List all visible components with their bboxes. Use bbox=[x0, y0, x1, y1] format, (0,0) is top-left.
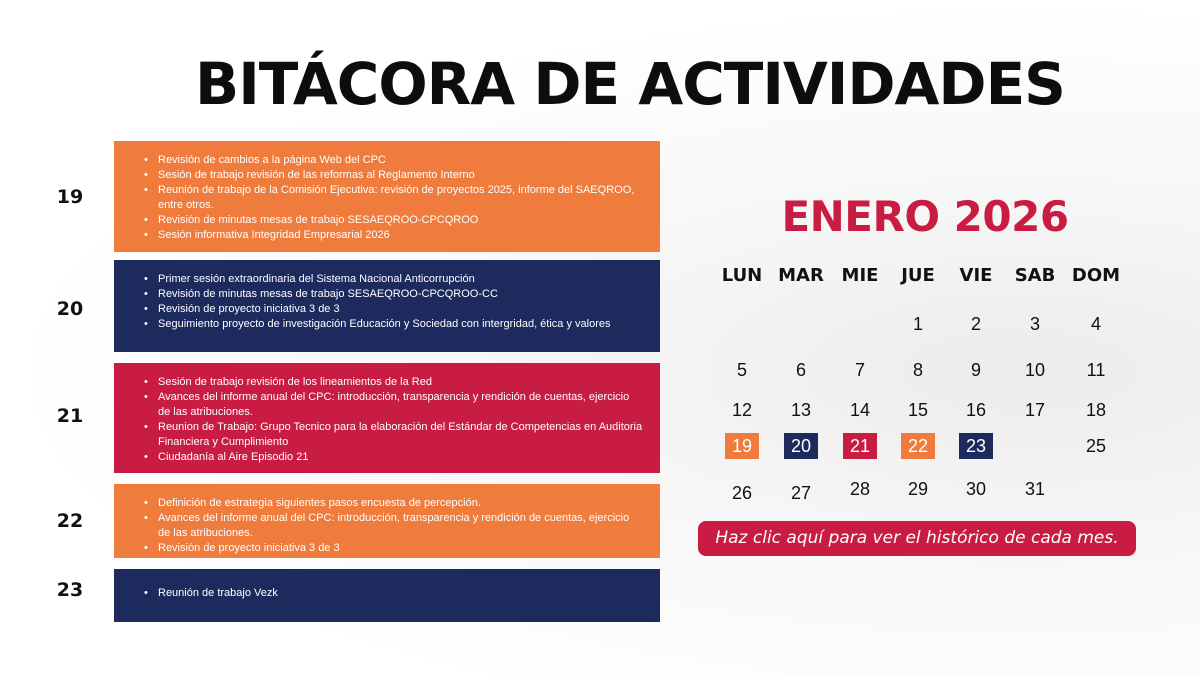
calendar-day: 16 bbox=[965, 400, 987, 420]
weekday-label: JUE bbox=[901, 265, 935, 286]
activity-item: • Revisión de minutas mesas de trabajo SESAEQROO-CPCQROO bbox=[144, 213, 644, 228]
activity-item: • Revisión de cambios a la página Web del CPC bbox=[144, 153, 644, 168]
calendar-day: 24 bbox=[1024, 436, 1046, 456]
activity-item: • Ciudadanía al Aire Episodio 21 bbox=[144, 450, 644, 465]
calendar-day: 11 bbox=[1086, 360, 1106, 380]
activity-box bbox=[114, 363, 660, 473]
calendar-day-highlighted: 19 bbox=[725, 433, 759, 459]
calendar-day: 25 bbox=[1085, 436, 1107, 456]
weekday-label: VIE bbox=[959, 265, 993, 286]
activity-list bbox=[144, 375, 644, 465]
activity-item: • Seguimiento proyecto de investigación Educación y Sociedad con intergridad, ética y valores bbox=[144, 317, 644, 332]
activity-item: • Primer sesión extraordinaria del Sistema Nacional Anticorrupción bbox=[144, 272, 644, 287]
activity-item: • Revisión de proyecto iniciativa 3 de 3 bbox=[144, 302, 644, 317]
calendar-day: 26 bbox=[731, 483, 753, 503]
calendar-day: 15 bbox=[907, 400, 929, 420]
activity-box bbox=[114, 569, 660, 622]
activity-day-number: 21 bbox=[56, 405, 84, 427]
calendar-day: 10 bbox=[1024, 360, 1046, 380]
calendar-month-title: ENERO 2026 bbox=[781, 192, 1069, 241]
calendar-day-highlighted: 22 bbox=[901, 433, 935, 459]
activity-day-number: 20 bbox=[56, 298, 84, 320]
calendar-day: 5 bbox=[736, 360, 747, 380]
weekday-label: SAB bbox=[1014, 265, 1056, 286]
activity-list bbox=[144, 272, 644, 332]
calendar-day: 12 bbox=[731, 400, 753, 420]
calendar-day: 27 bbox=[790, 483, 812, 503]
activity-item: • Avances del informe anual del CPC: introducción, transparencia y rendición de cuentas, ejercicio de las atribuciones. bbox=[144, 390, 644, 420]
activity-day-number: 22 bbox=[56, 510, 84, 532]
activity-item: • Reunion de Trabajo: Grupo Tecnico para la elaboración del Estándar de Competencias en Auditoria Financiera y Cumplimiento bbox=[144, 420, 644, 450]
weekday-label: MAR bbox=[778, 265, 824, 286]
activity-item: • Sesión informativa Integridad Empresarial 2026 bbox=[144, 228, 644, 243]
activity-list bbox=[144, 496, 644, 556]
calendar-day: 17 bbox=[1024, 400, 1046, 420]
activity-box bbox=[114, 260, 660, 352]
activity-day-number: 19 bbox=[56, 186, 84, 208]
activity-item: • Reunión de trabajo de la Comisión Ejecutiva: revisión de proyectos 2025, informe del SAEQROO, entre otros. bbox=[144, 183, 644, 213]
calendar-day: 9 bbox=[970, 360, 981, 380]
activity-day-number: 23 bbox=[56, 579, 84, 601]
calendar-day: 3 bbox=[1029, 314, 1040, 334]
history-link-button[interactable]: Haz clic aquí para ver el histórico de cada mes. bbox=[698, 521, 1136, 556]
calendar-day: 7 bbox=[854, 360, 865, 380]
calendar-day-highlighted: 20 bbox=[784, 433, 818, 459]
weekday-label: DOM bbox=[1071, 265, 1121, 286]
calendar-day: 28 bbox=[849, 479, 871, 499]
activity-box bbox=[114, 484, 660, 558]
activity-box bbox=[114, 141, 660, 252]
calendar-day: 31 bbox=[1024, 479, 1046, 499]
activity-item: • Sesión de trabajo revisión de las reformas al Reglamento Interno bbox=[144, 168, 644, 183]
calendar-day: 29 bbox=[907, 479, 929, 499]
page-title: BITÁCORA DE ACTIVIDADES bbox=[195, 50, 1065, 118]
calendar-day: 6 bbox=[795, 360, 806, 380]
calendar-day-highlighted: 21 bbox=[843, 433, 877, 459]
calendar-day: 30 bbox=[965, 479, 987, 499]
calendar-day: 18 bbox=[1085, 400, 1107, 420]
activity-item: • Reunión de trabajo Vezk bbox=[144, 586, 644, 601]
calendar-day: 14 bbox=[849, 400, 871, 420]
calendar-day: 13 bbox=[790, 400, 812, 420]
calendar-day: 2 bbox=[970, 314, 981, 334]
activity-item: • Revisión de minutas mesas de trabajo SESAEQROO-CPCQROO-CC bbox=[144, 287, 644, 302]
calendar-day: 8 bbox=[912, 360, 923, 380]
calendar-day-highlighted: 23 bbox=[959, 433, 993, 459]
activity-list bbox=[144, 586, 644, 601]
activity-item: • Sesión de trabajo revisión de los lineamientos de la Red bbox=[144, 375, 644, 390]
activity-item: • Avances del informe anual del CPC: introducción, transparencia y rendición de cuentas, ejercicio de las atribuciones. bbox=[144, 511, 644, 541]
weekday-label: LUN bbox=[721, 265, 763, 286]
calendar-day: 4 bbox=[1090, 314, 1101, 334]
activity-item: • Definición de estrategia siguientes pasos encuesta de percepción. bbox=[144, 496, 644, 511]
activity-list bbox=[144, 153, 644, 243]
activity-item: • Revisión de proyecto iniciativa 3 de 3 bbox=[144, 541, 644, 556]
weekday-label: MIE bbox=[841, 265, 879, 286]
calendar-day: 1 bbox=[912, 314, 923, 334]
